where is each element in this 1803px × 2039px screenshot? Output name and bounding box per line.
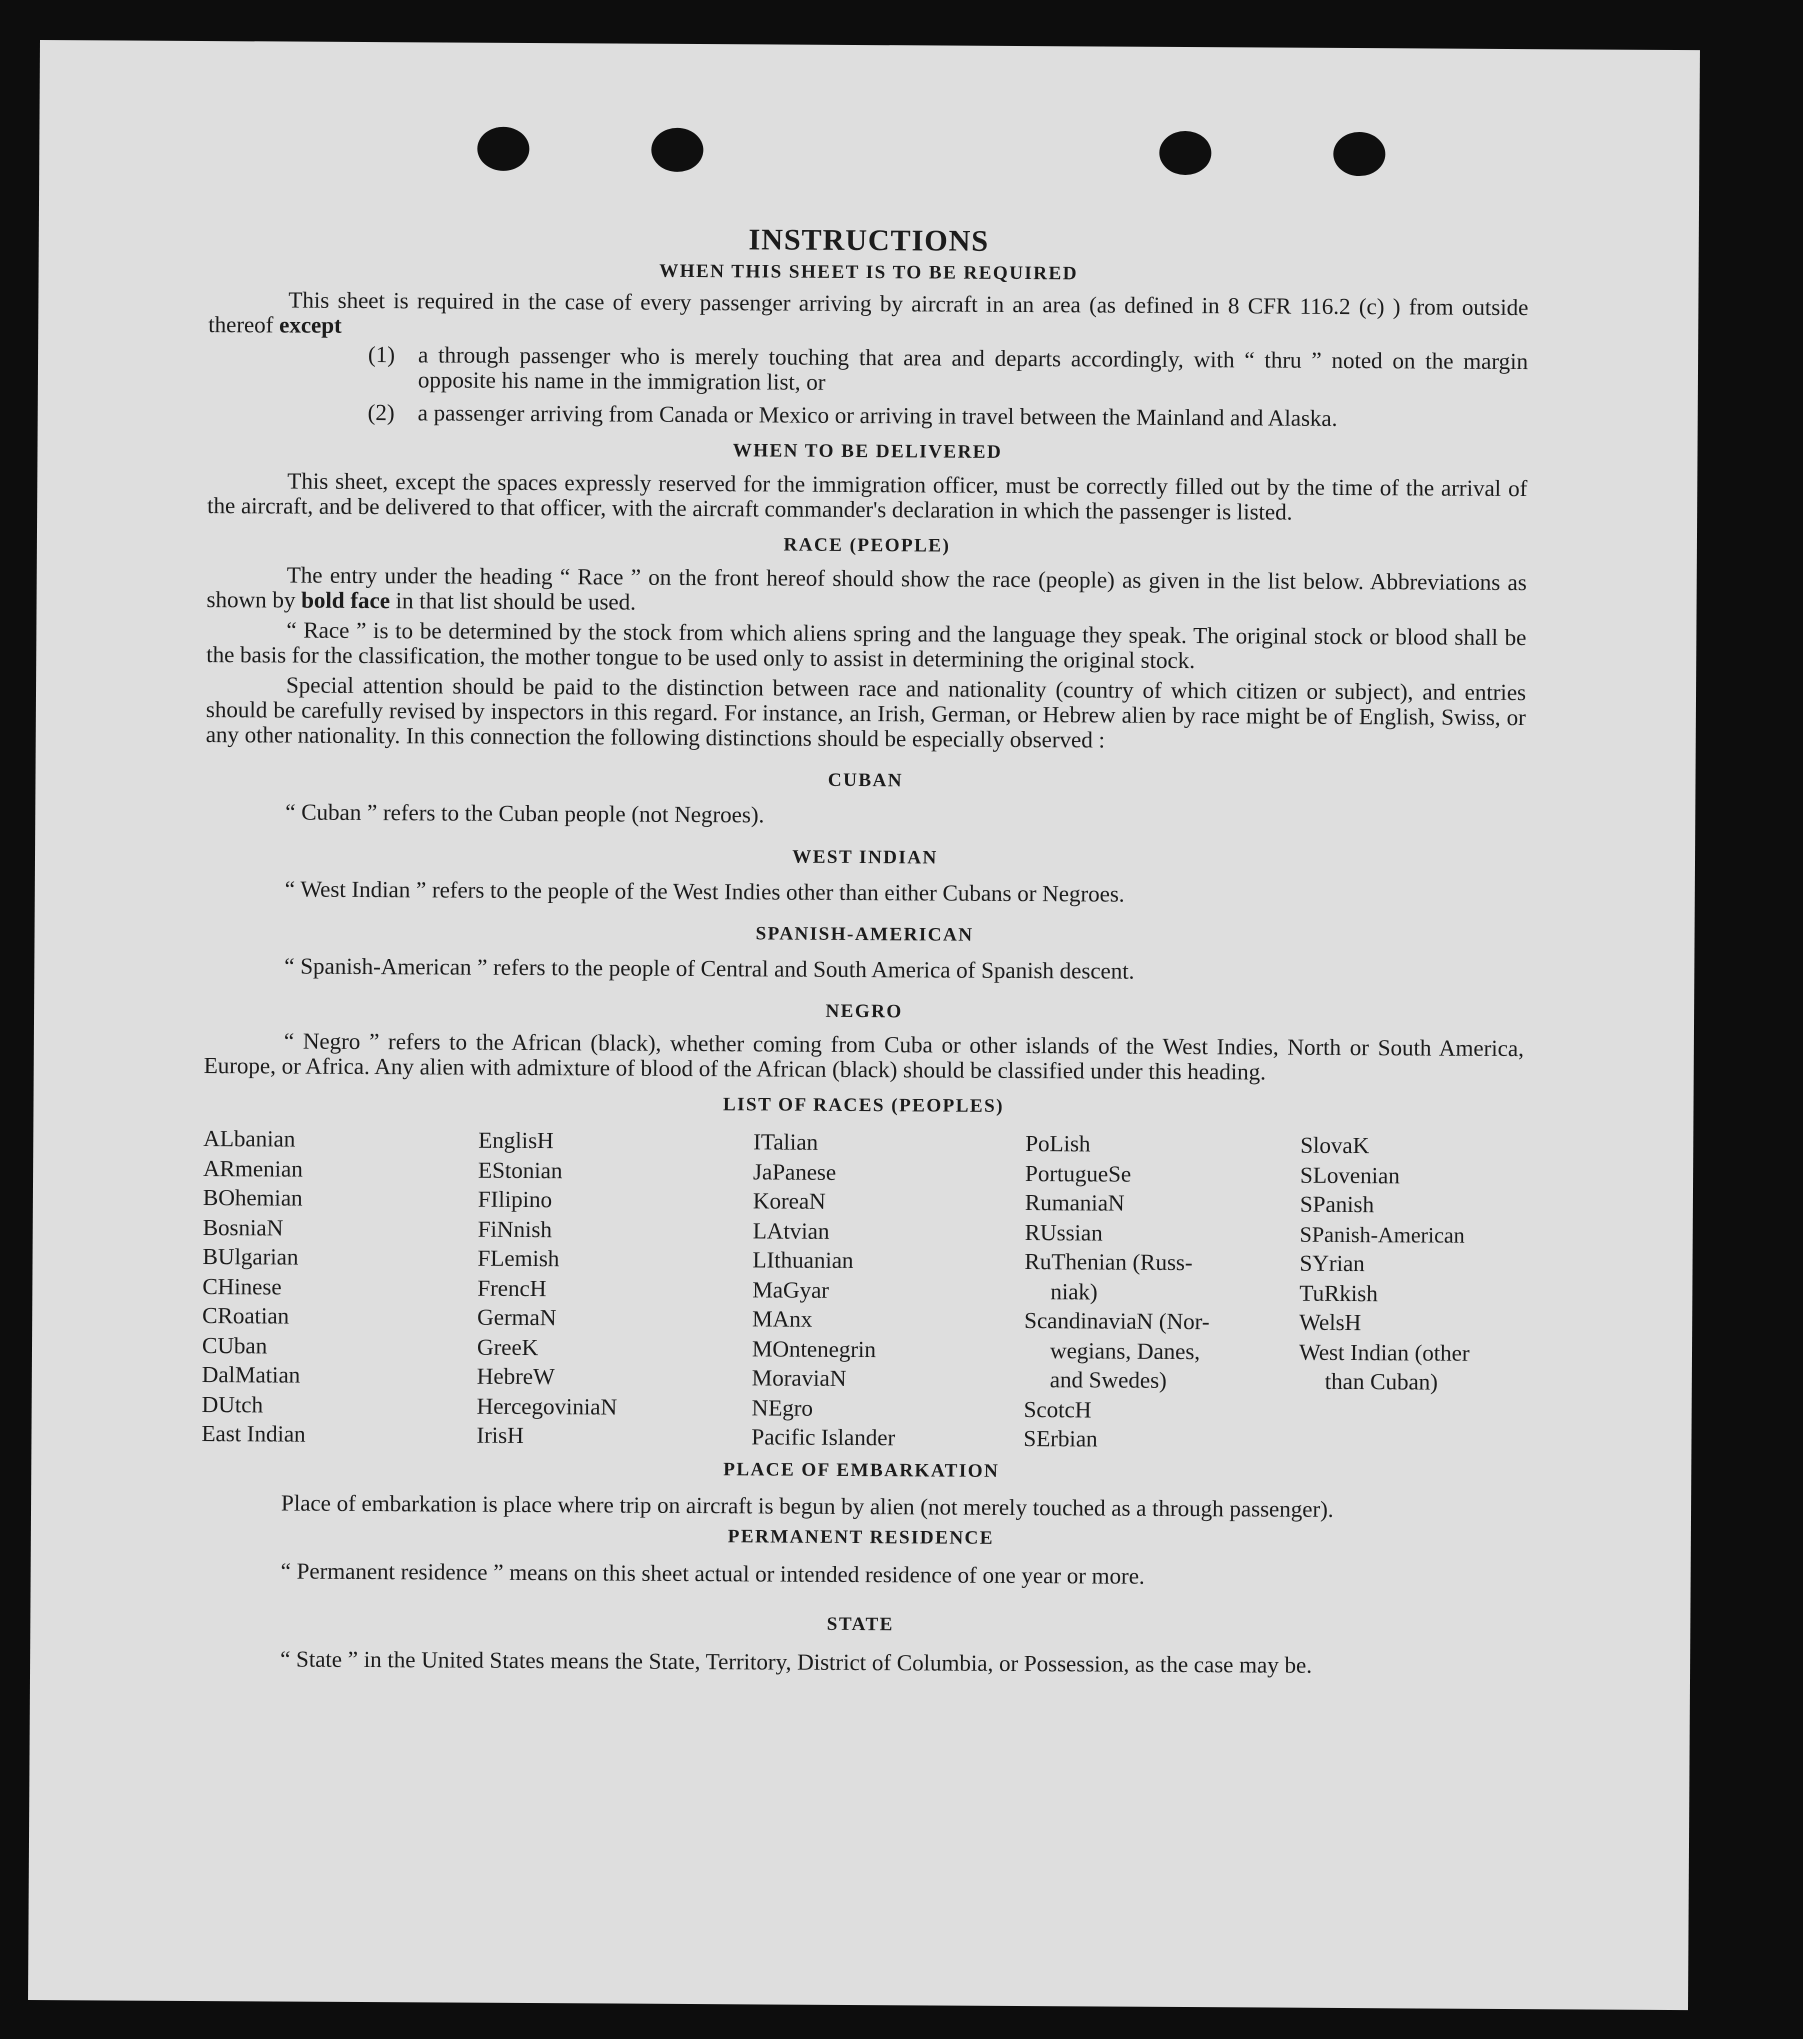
race-paragraph-1 <box>207 562 1527 620</box>
race-entry: FiNnish <box>477 1216 552 1242</box>
punch-hole <box>1159 131 1211 175</box>
race-column-1 <box>201 1124 478 1450</box>
embarkation-text: Place of embarkation is place where trip on aircraft is begun by alien (not merely touched as a through passenger). <box>280 1490 1334 1522</box>
punch-hole <box>1333 132 1385 176</box>
section-heading-state: STATE <box>826 1613 894 1635</box>
section-heading-permanent-residence: PERMANENT RESIDENCE <box>727 1525 995 1549</box>
race-column-5 <box>1298 1131 1523 1457</box>
west-indian-text: “ West Indian ” refers to the people of the West Indies other than either Cubans or Negroes. <box>284 876 1125 907</box>
race-entry: BosniaN <box>202 1214 284 1241</box>
race-entry: East Indian <box>201 1421 306 1447</box>
spanish-american-text: “ Spanish-American ” refers to the people of Central and South America of Spanish descent. <box>284 953 1135 984</box>
race-entry: ALbanian <box>203 1126 296 1152</box>
exception-number: (2) <box>367 400 395 426</box>
race-entry: SLovenian <box>1300 1162 1400 1188</box>
section-heading-embarkation: PLACE OF EMBARKATION <box>723 1458 1000 1482</box>
race-entry: PoLish <box>1025 1131 1091 1157</box>
race-entry: DalMatian <box>201 1362 301 1388</box>
race-entry: West Indian (other <box>1298 1339 1470 1366</box>
race-entry: CUban <box>201 1332 268 1358</box>
race-entry: FIlipino <box>477 1186 553 1213</box>
race-entry: Pacific Islander <box>751 1424 896 1451</box>
race-entry-continuation: wegians, Danes, <box>1049 1337 1201 1364</box>
cuban-text: “ Cuban ” refers to the Cuban people (not Negroes). <box>285 799 765 828</box>
race-entry: WelsH <box>1299 1309 1362 1336</box>
race-entry: BUlgarian <box>202 1244 299 1270</box>
race-entry-continuation: than Cuban) <box>1324 1368 1438 1395</box>
race-entry: ITalian <box>753 1129 819 1155</box>
race-p1-end: in that list should be used. <box>395 588 636 615</box>
race-entry: HercegoviniaN <box>476 1393 618 1420</box>
race-entry: LAtvian <box>752 1217 830 1244</box>
race-entry: EStonian <box>478 1157 563 1183</box>
negro-text: “ Negro ” refers to the African (black), whether coming from Cuba or other islands of the West Indies, North or South America, Europe, or Africa. Any alien with admixture of blood of the African (black) should be classified under this heading. <box>203 1028 1524 1085</box>
race-entry: ScotcH <box>1023 1396 1092 1422</box>
required-intro-except: except <box>279 312 342 338</box>
race-entry: SlovaK <box>1300 1132 1370 1159</box>
race-entry: BOhemian <box>202 1185 303 1211</box>
race-entry: MOntenegrin <box>751 1335 877 1362</box>
race-entry: MAnx <box>752 1306 813 1332</box>
race-column-4 <box>1023 1129 1300 1455</box>
race-entry: SYrian <box>1299 1250 1365 1277</box>
race-entry: MoraviaN <box>751 1365 847 1391</box>
section-heading-delivered: WHEN TO BE DELIVERED <box>732 440 1003 463</box>
instructions-content <box>200 219 1529 1682</box>
race-entry: SPanish-American <box>1299 1221 1465 1248</box>
race-entry-continuation: niak) <box>1050 1278 1098 1304</box>
delivered-text: This sheet, except the spaces expressly reserved for the immigration officer, must be correctly filled out by the time of the arrival of the aircraft, and be delivered to that officer, with the aircraft commander's declaration in which the passenger is listed. <box>207 468 1528 525</box>
section-heading-west-indian: WEST INDIAN <box>792 846 938 869</box>
race-entry: ARmenian <box>203 1155 303 1182</box>
race-p1-bold: bold face <box>301 587 391 614</box>
required-intro <box>208 287 1528 345</box>
race-entry: PortugueSe <box>1025 1160 1132 1187</box>
race-entry: LIthuanian <box>752 1247 854 1273</box>
race-entry-continuation: and Swedes) <box>1049 1367 1167 1393</box>
race-entry: RUssian <box>1024 1219 1103 1246</box>
section-heading-list-of-races: LIST OF RACES (PEOPLES) <box>722 1094 1005 1117</box>
race-entry: SPanish <box>1299 1191 1375 1218</box>
race-column-3 <box>751 1127 1025 1453</box>
permanent-residence-text: “ Permanent residence ” means on this sheet actual or intended residence of one year or more. <box>280 1557 1145 1589</box>
race-entry: MaGyar <box>752 1276 830 1303</box>
race-entry: SErbian <box>1023 1426 1098 1452</box>
punch-hole <box>651 128 703 172</box>
race-list <box>201 1124 1523 1457</box>
race-entry: TuRkish <box>1299 1280 1378 1306</box>
section-heading-cuban: CUBAN <box>827 769 904 792</box>
race-entry: GreeK <box>476 1334 539 1360</box>
race-entry: NEgro <box>751 1394 814 1421</box>
section-heading-negro: NEGRO <box>825 1000 903 1023</box>
race-column-2 <box>476 1126 753 1452</box>
race-p1-start: The entry under the heading “ Race ” on the front hereof should show the race (people) as given in the list below. Abbreviations as shown by <box>206 562 1527 613</box>
race-paragraph-3: Special attention should be paid to the distinction between race and nationality (country of which citizen or subject), and entries should be carefully revised by inspectors in this regard. For instance, an Irish, German, or Hebrew alien by race might be of English, Swiss, or any other nationality. In this connection the following distinctions should be especially observed : <box>205 672 1527 753</box>
race-entry: FrencH <box>477 1275 547 1301</box>
race-entry: RuThenian (Russ- <box>1024 1249 1193 1276</box>
exception-text: a passenger arriving from Canada or Mexico or arriving in travel between the Mainland and Alaska. <box>417 400 1338 431</box>
race-entry: RumaniaN <box>1024 1190 1125 1216</box>
race-entry: KoreaN <box>752 1188 826 1214</box>
race-entry: GermaN <box>477 1304 557 1331</box>
race-entry: CHinese <box>202 1273 282 1299</box>
race-entry: HebreW <box>476 1363 555 1390</box>
required-intro-text: This sheet is required in the case of every passenger arriving by aircraft in an area (as defined in 8 CFR 116.2 (c) ) from outside thereof <box>208 287 1529 338</box>
race-entry: JaPanese <box>753 1158 837 1185</box>
state-text: “ State ” in the United States means the State, Territory, District of Columbia, or Possession, as the case may be. <box>280 1645 1313 1678</box>
page-title: INSTRUCTIONS <box>748 223 990 258</box>
punch-hole <box>477 127 529 171</box>
section-heading-required: WHEN THIS SHEET IS TO BE REQUIRED <box>659 260 1079 285</box>
exception-number: (1) <box>368 342 395 368</box>
document-sheet <box>28 40 1700 2010</box>
race-entry: IrisH <box>476 1422 524 1448</box>
race-entry: DUtch <box>201 1391 264 1417</box>
exception-item-2 <box>368 400 1528 432</box>
section-heading-race: RACE (PEOPLE) <box>783 534 951 557</box>
race-entry: ScandinaviaN (Nor- <box>1024 1308 1210 1335</box>
race-entry: FLemish <box>477 1245 560 1272</box>
section-heading-spanish-american: SPANISH-AMERICAN <box>755 923 974 946</box>
race-entry: EnglisH <box>478 1127 554 1154</box>
exception-text: a through passenger who is merely touching that area and departs accordingly, with “ thru ” noted on the margin opposite his name in the immigration list, or <box>417 342 1529 395</box>
race-entry: CRoatian <box>202 1303 290 1329</box>
exception-item-1 <box>368 342 1528 399</box>
race-paragraph-2: “ Race ” is to be determined by the stock from which aliens spring and the language they speak. The original stock or blood shall be the basis for the classification, the mother tongue to be used only to assist in determining the original stock. <box>206 617 1527 674</box>
